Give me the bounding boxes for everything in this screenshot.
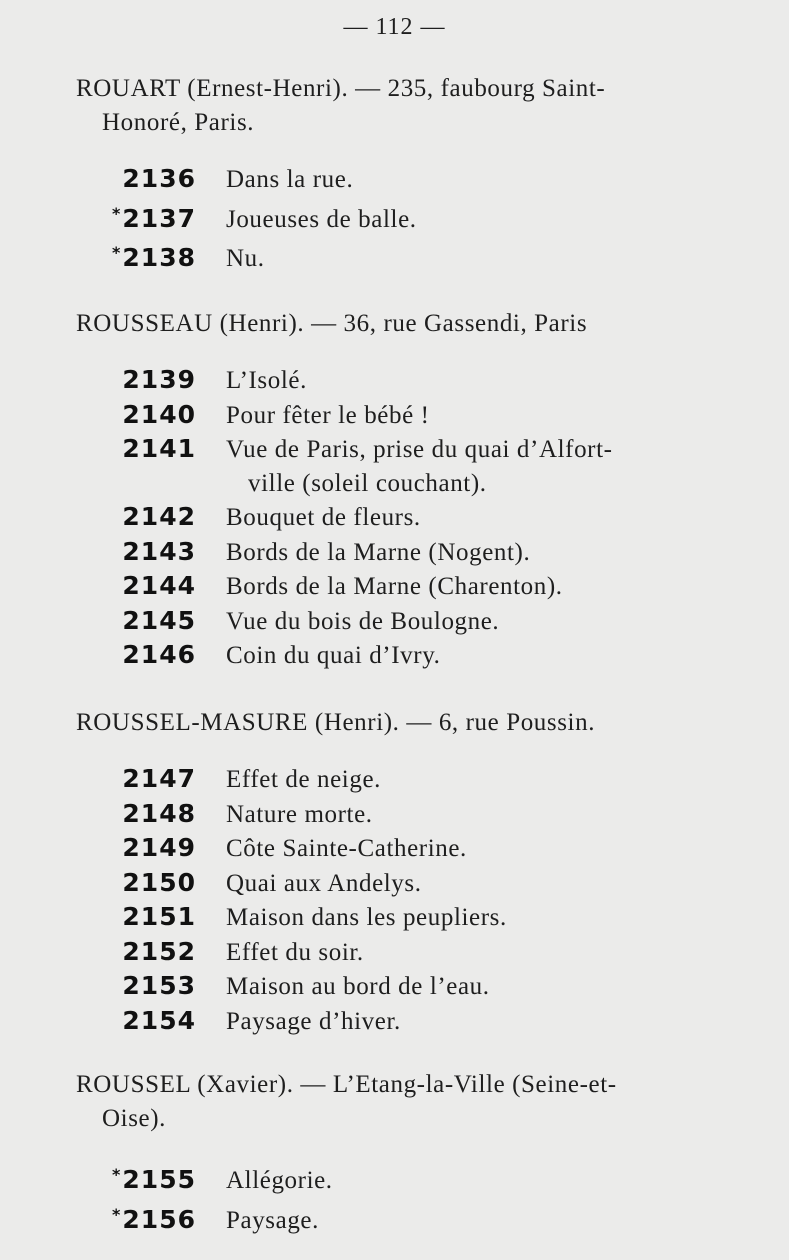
work-item: [76, 1158, 764, 1198]
work-item: [76, 969, 764, 1004]
artist-heading: [76, 307, 764, 341]
work-item: [76, 432, 764, 500]
work-title: Bouquet de fleurs.: [226, 504, 421, 531]
work-number: 2136: [122, 164, 196, 193]
work-number: *2156: [112, 1204, 196, 1234]
work-title: Joueuses de balle.: [226, 205, 417, 233]
work-title: Pour fêter le bébé !: [226, 401, 430, 429]
star-marker: *: [112, 243, 122, 262]
work-number: 2141: [122, 434, 196, 463]
works-list: [76, 1158, 764, 1237]
work-number: 2140: [122, 399, 196, 429]
artist-heading-line: ROUSSEAU (Henri). — 36, rue Gassendi, Paris: [76, 310, 588, 337]
work-title: Vue de Paris, prise du quai d’Alfort- ville (soleil couchant).: [226, 436, 613, 497]
artist-entry: [76, 307, 764, 689]
work-number: 2152: [122, 936, 196, 966]
work-item: [76, 604, 764, 639]
artist-heading-line: Honoré, Paris.: [102, 109, 255, 136]
work-item: [76, 569, 764, 604]
work-title: Vue du bois de Boulogne.: [226, 607, 500, 635]
work-number: *2138: [112, 243, 196, 272]
work-title: Coin du quai d’Ivry.: [226, 642, 441, 669]
artist-heading-line: ROUSSEL-MASURE (Henri). — 6, rue Poussin.: [76, 709, 596, 736]
artist-entry: [76, 72, 764, 292]
work-item: [76, 900, 764, 935]
artist-heading-line: ROUART (Ernest-Henri). — 235, faubourg Saint-: [76, 75, 606, 102]
work-number: 2147: [122, 764, 196, 793]
artist-entry: [76, 706, 764, 1054]
artist-heading: [76, 1068, 764, 1136]
work-number: 2142: [122, 502, 196, 531]
work-item: [76, 363, 764, 398]
work-item: [76, 236, 764, 276]
artist-heading: [76, 72, 764, 140]
work-number: 2144: [122, 571, 196, 600]
work-number: 2151: [122, 902, 196, 931]
work-item: [76, 638, 764, 673]
work-item: [76, 935, 764, 970]
artist-heading: [76, 706, 764, 740]
work-number: 2148: [122, 798, 196, 828]
artist-heading-line: Oise).: [102, 1105, 167, 1132]
star-marker: *: [112, 1204, 122, 1224]
work-number: 2153: [122, 971, 196, 1000]
work-title: Bords de la Marne (Charenton).: [226, 573, 563, 600]
work-title: Maison au bord de l’eau.: [226, 973, 490, 1000]
work-item: [76, 1004, 764, 1039]
work-title: Effet du soir.: [226, 938, 364, 966]
work-title: Nu.: [226, 245, 265, 272]
artist-entry: [76, 1068, 764, 1253]
work-number: *2155: [112, 1165, 196, 1194]
work-title: Maison dans les peupliers.: [226, 904, 507, 931]
work-title: Paysage d’hiver.: [226, 1007, 401, 1035]
works-list: [76, 762, 764, 1038]
work-title: Nature morte.: [226, 800, 373, 828]
work-item: [76, 831, 764, 866]
work-title: L’Isolé.: [226, 367, 307, 394]
work-item: [76, 500, 764, 535]
star-marker: *: [112, 203, 122, 223]
work-item: [76, 162, 764, 197]
work-number: 2145: [122, 605, 196, 635]
work-title: Paysage.: [226, 1206, 319, 1234]
work-item: [76, 1198, 764, 1238]
work-number: 2143: [122, 536, 196, 566]
work-item: [76, 866, 764, 901]
work-title: Côte Sainte-Catherine.: [226, 835, 467, 862]
work-item: [76, 197, 764, 237]
work-title: Quai aux Andelys.: [226, 869, 422, 897]
work-number: *2137: [112, 203, 196, 233]
work-number: 2139: [122, 365, 196, 394]
work-number: 2146: [122, 640, 196, 669]
work-title: Effet de neige.: [226, 766, 381, 793]
works-list: [76, 162, 764, 276]
works-list: [76, 363, 764, 673]
work-title: Allégorie.: [226, 1167, 333, 1194]
work-item: [76, 398, 764, 433]
work-item: [76, 535, 764, 570]
work-number: 2149: [122, 833, 196, 862]
page-number: — 112 —: [343, 14, 446, 40]
work-item: [76, 762, 764, 797]
work-title: Dans la rue.: [226, 166, 354, 193]
work-number: 2150: [122, 867, 196, 897]
work-item: [76, 797, 764, 832]
work-number: 2154: [122, 1005, 196, 1035]
artist-heading-line: ROUSSEL (Xavier). — L’Etang-la-Ville (Seine-et-: [76, 1071, 617, 1098]
star-marker: *: [112, 1165, 122, 1184]
work-title: Bords de la Marne (Nogent).: [226, 538, 531, 566]
